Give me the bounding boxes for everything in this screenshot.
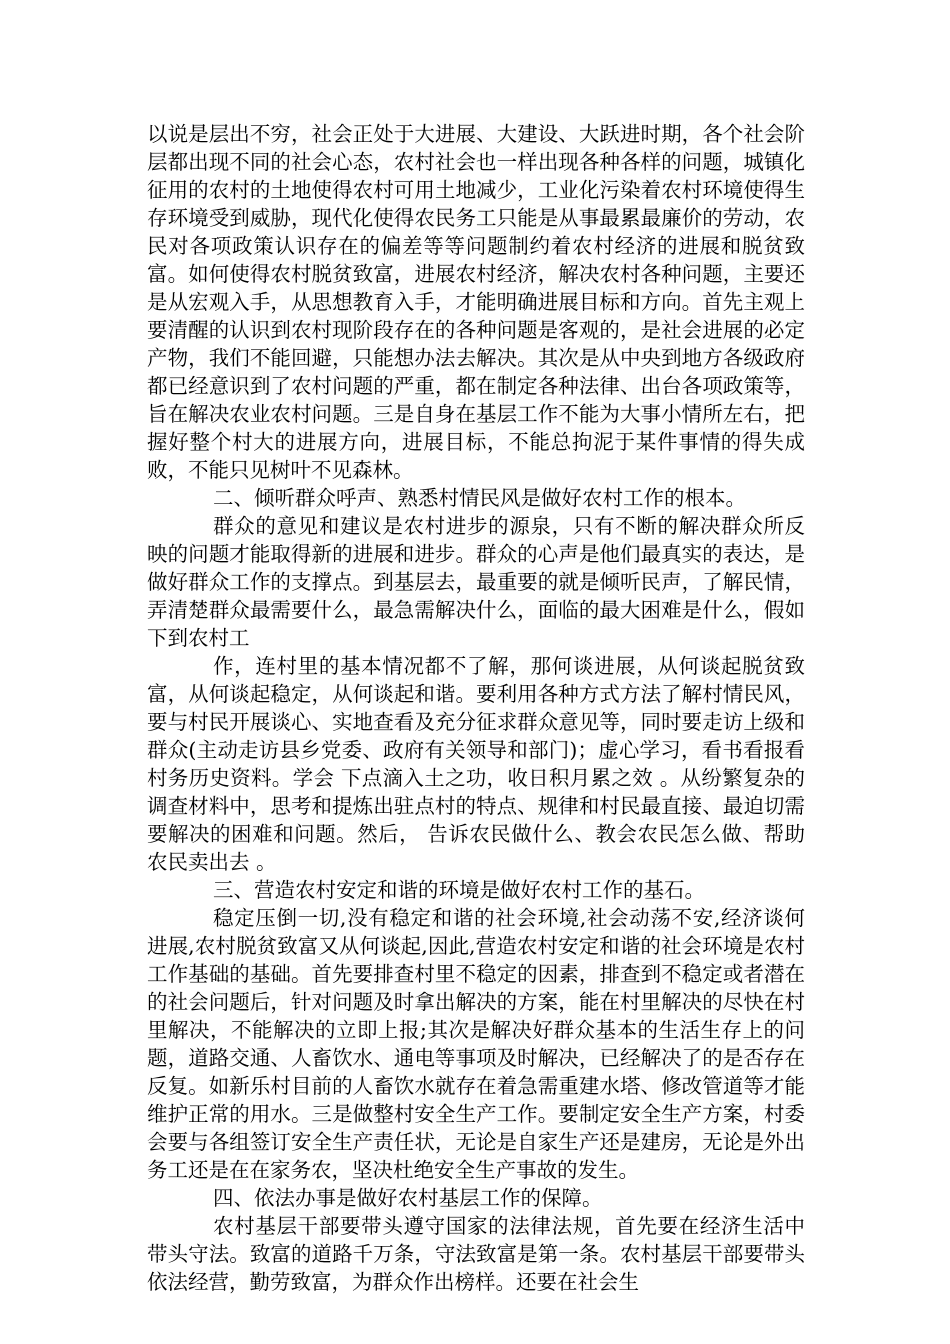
heading-stable-environment: 三、营造农村安定和谐的环境是做好农村工作的基石。 xyxy=(213,878,705,902)
paragraph-cadres-obey-law: 农村基层干部要带头遵守国家的法律法规，首先要在经济生活中带头守法。致富的道路千万条，守法致富是第一条。农村基层干部要带头依法经营，勤劳致富，为群众作出榜样。还要在社会生 xyxy=(147,1214,805,1294)
paragraph-rural-problems: 以说是层出不穷，社会正处于大进展、大建设、大跃进时期，各个社会阶层都出现不同的社会心态，农村社会也一样出现各种各样的问题，城镇化征用的农村的土地使得农村可用土地减少，工业化污染着农村环境使得生存环境受到威胁，现代化使得农民务工只能是从事最累最廉价的劳动，农民对各项政策认识存在的偏差等等问题制约着农村经济的进展和脱贫致富。如何使得农村脱贫致富，进展农村经济，解决农村各种问题，主要还是从宏观入手，从思想教育入手，才能明确进展目标和方向。首先主观上要清醒的认识到农村现阶段存在的各种问题是客观的，是社会进展的必定产物，我们不能回避，只能想办法去解决。其次是从中央到地方各级政府都已经意识到了农村问题的严重，都在制定各种法律、出台各项政策等，旨在解决农业农村问题。三是自身在基层工作不能为大事小情所左右，把握好整个村大的进展方向，进展目标，不能总拘泥于某件事情的得失成败，不能只见树叶不见森林。 xyxy=(147,122,805,482)
paragraph-stability: 稳定压倒一切,没有稳定和谐的社会环境,社会动荡不安,经济谈何进展,农村脱贫致富又从何谈起,因此,营造农村安定和谐的社会环境是农村工作基础的基础。首先要排查村里不稳定的因素，排查到不稳定或者潜在的社会问题后，针对问题及时拿出解决的方案，能在村里解决的尽快在村里解决，不能解决的立即上报;其次是解决好群众基本的生活生存上的问题，道路交通、人畜饮水、通电等事项及时解决，已经解决了的是否存在反复。如新乐村目前的人畜饮水就存在着急需重建水塔、修改管道等才能维护正常的用水。三是做整村安全生产工作。要制定安全生产方案，村委会要与各组签订安全生产责任状，无论是自家生产还是建房，无论是外出务工还是在在家务农，坚决杜绝安全生产事故的发生。 xyxy=(147,906,805,1182)
document-page xyxy=(147,120,805,1296)
paragraph-masses-opinions: 群众的意见和建议是农村进步的源泉，只有不断的解决群众所反映的问题才能取得新的进展和进步。群众的心声是他们最真实的表达，是做好群众工作的支撑点。到基层去，最重要的就是倾听民声，了解民情，弄清楚群众最需要什么，最急需解决什么，面临的最大困难是什么，假如下到农村工 xyxy=(147,514,805,650)
paragraph-village-situation: 作，连村里的基本情况都不了解，那何谈进展，从何谈起脱贫致富，从何谈起稳定，从何谈起和谐。要利用各种方式方法了解村情民风，要与村民开展谈心、实地查看及充分征求群众意见等，同时要走访上级和群众(主动走访县乡党委、政府有关领导和部门)；虚心学习，看书看报看村务历史资料。学会 下点滴入土之功，收日积月累之效 。从纷繁复杂的调查材料中，思考和提炼出驻点村的特点、规律和村民最直接、最迫切需要解决的困难和问题。然后， 告诉农民做什么、教会农民怎么做、帮助农民卖出去 。 xyxy=(147,654,805,874)
heading-rule-of-law: 四、依法办事是做好农村基层工作的保障。 xyxy=(213,1186,603,1210)
heading-listen-to-masses: 二、倾听群众呼声、熟悉村情民风是做好农村工作的根本。 xyxy=(213,486,746,510)
